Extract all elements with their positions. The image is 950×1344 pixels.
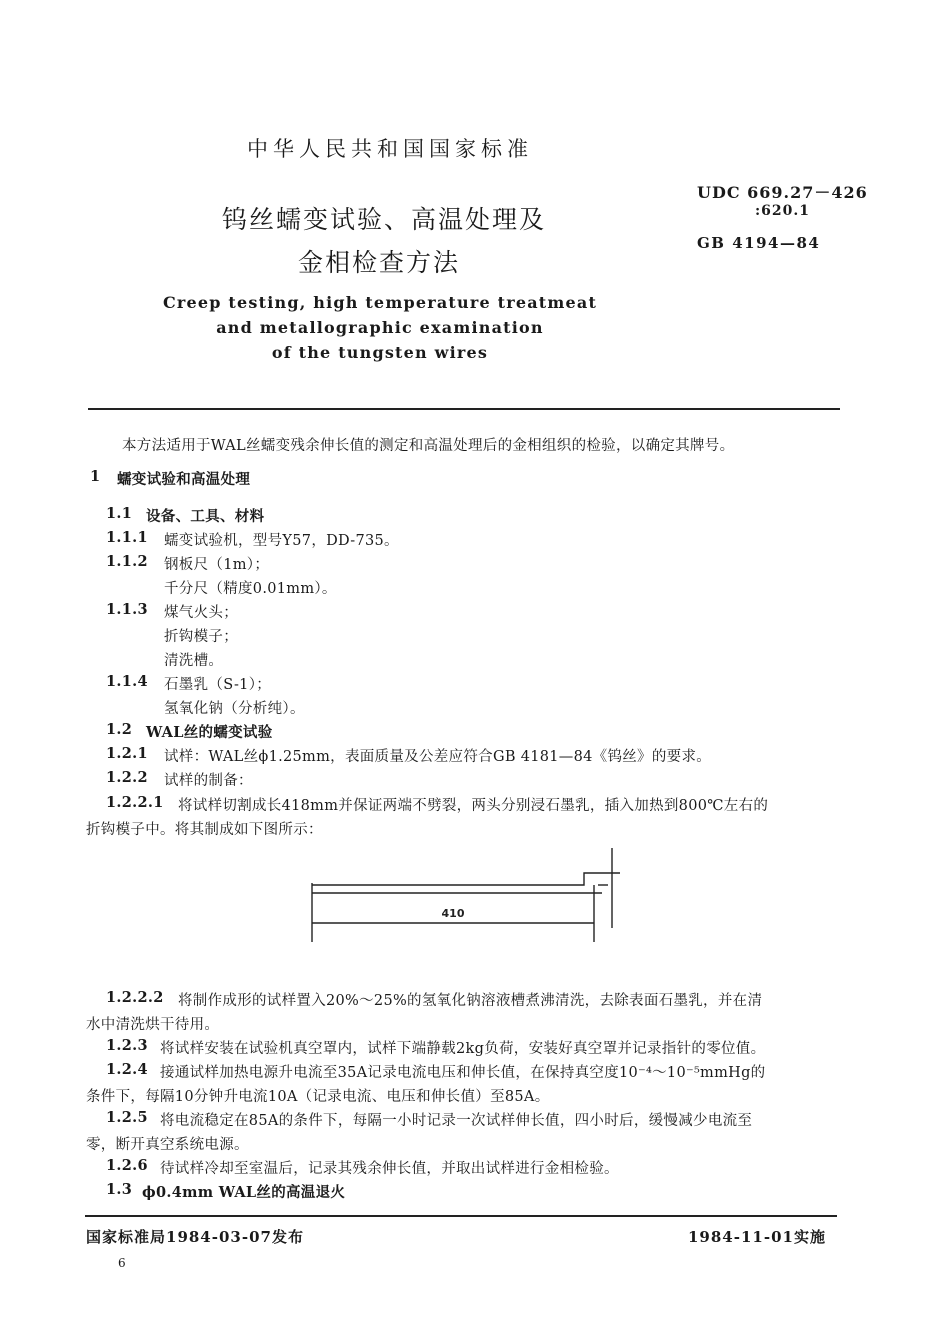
title-cn-line2: 金相检查方法 [298,248,461,277]
clause-number: 1.3 [106,1181,133,1198]
clause-text: 蠕变试验机，型号Y57，DD-735。 [164,533,399,549]
gb-number: GB 4194—84 [697,234,821,252]
clause-title: WAL丝的蠕变试验 [146,724,273,741]
effective-date: 1984-11-01实施 [688,1228,826,1246]
clause-text: 钢板尺（1m）； [164,557,270,573]
clause-number: 1.1.2 [106,553,148,570]
clause-text: 氢氧化钠（分析纯）。 [164,701,305,717]
clause-text: 清洗槽。 [164,653,224,669]
page-number: 6 [118,1256,126,1270]
intro-paragraph: 本方法适用于WAL丝蠕变残余伸长值的测定和高温处理后的金相组织的检验，以确定其牌号。 [122,438,735,454]
clause-number: 1.2.1 [106,745,148,762]
section-number: 1 [90,468,101,485]
clause-title: 设备、工具、材料 [146,508,265,525]
clause-text: 将制作成形的试样置入20%～25%的氢氧化钠溶液槽煮沸清洗，去除表面石墨乳，并在清 [178,993,763,1009]
clause-number: 1.1.1 [106,529,148,546]
clause-text: 接通试样加热电源升电流至35A记录电流电压和伸长值，在保持真空度10⁻⁴～10⁻⁵mmHg的 [160,1065,766,1081]
clause-text: 零，断开真空系统电源。 [86,1137,249,1153]
clause-text: 将试样安装在试验机真空罩内，试样下端静载2kg负荷，安装好真空罩并记录指针的零位值。 [160,1041,766,1057]
issue-date: 国家标准局1984-03-07发布 [86,1228,304,1246]
clause-text: 条件下，每隔10分钟升电流10A（记录电流、电压和伸长值）至85A。 [86,1089,550,1105]
clause-number: 1.2.3 [106,1037,148,1054]
title-cn-line1: 钨丝蠕变试验、高温处理及 [222,205,547,234]
national-standard-heading: 中华人民共和国国家标准 [247,137,533,161]
clause-title: ϕ0.4mm WAL丝的高温退火 [142,1184,346,1201]
footer-divider [85,1215,837,1217]
clause-number: 1.2.5 [106,1109,148,1126]
clause-number: 1.2.2.1 [106,794,164,811]
title-en-line2: and metallographic examination [216,318,544,337]
clause-number: 1.2.6 [106,1157,148,1174]
clause-number: 1.2.2 [106,769,148,786]
title-en-line1: Creep testing, high temperature treatmeat [162,293,598,312]
udc-code: UDC 669.27－426 [697,183,868,202]
clause-number: 1.1 [106,505,133,522]
title-en-line3: of the tungsten wires [271,343,489,362]
clause-text: 千分尺（精度0.01mm）。 [164,581,337,597]
clause-text: 将电流稳定在85A的条件下，每隔一小时记录一次试样伸长值，四小时后，缓慢减少电流至 [160,1113,753,1129]
udc-code-continued: :620.1 [755,203,811,219]
clause-text: 石墨乳（S-1）； [164,677,272,693]
clause-text: 水中清洗烘干待用。 [86,1017,220,1033]
clause-number: 1.2.2.2 [106,989,164,1006]
clause-number: 1.1.4 [106,673,148,690]
clause-text: 煤气火头； [164,605,238,621]
clause-number: 1.2 [106,721,133,738]
clause-number: 1.2.4 [106,1061,148,1078]
clause-text: 试样：WAL丝ϕ1.25mm，表面质量及公差应符合GB 4181—84《钨丝》的要求。 [164,749,712,765]
clause-text: 将试样切割成长418mm并保证两端不劈裂，两头分别浸石墨乳，插入加热到800℃左右的 [178,798,769,814]
clause-text: 折钩模子中。将其制成如下图所示： [86,822,323,838]
specimen-wire-upper-edge [312,873,602,885]
dimension-label: 410 [441,907,465,920]
section-title: 蠕变试验和高温处理 [117,471,251,488]
clause-text: 试样的制备： [164,773,253,789]
clause-text: 待试样冷却至室温后，记录其残余伸长值，并取出试样进行金相检验。 [160,1161,619,1177]
clause-text: 折钩模子； [164,629,238,645]
clause-number: 1.1.3 [106,601,148,618]
